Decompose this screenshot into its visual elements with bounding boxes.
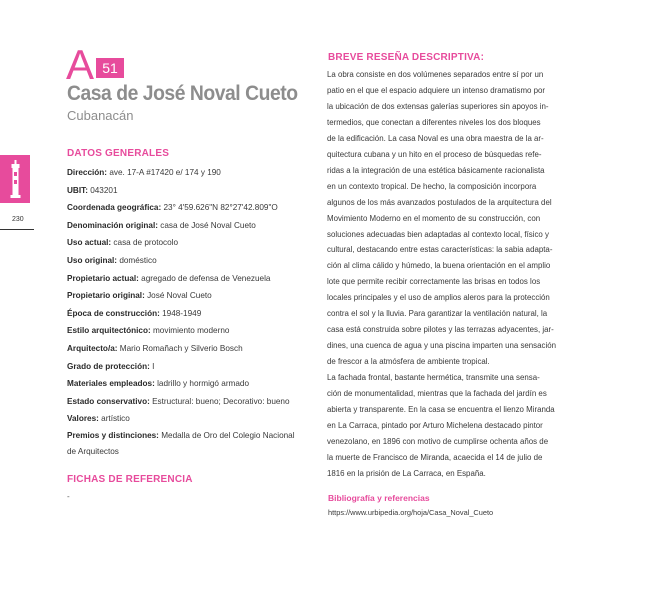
data-row: Estilo arquitectónico: movimiento moderno bbox=[67, 326, 230, 336]
description-line: venezolano, en 1896 con motivo de cumplirse ochenta años de bbox=[327, 436, 549, 446]
general-data-heading: DATOS GENERALES bbox=[67, 148, 170, 159]
reference-cards-heading: FICHAS DE REFERENCIA bbox=[67, 474, 193, 485]
description-line: casa está construida sobre pilotes y las terrazas adyacentes, jar- bbox=[327, 325, 554, 335]
description-line: abierta y transparente. En la casa se encuentra el lienzo Miranda bbox=[327, 405, 555, 415]
data-row: Uso actual: casa de protocolo bbox=[67, 238, 179, 248]
data-row: Valores: artístico bbox=[67, 414, 130, 424]
description-line: quitectura cubana y un hito en el proceso de búsquedas refe- bbox=[327, 149, 542, 159]
data-row: Coordenada geográfica: 23° 4'59.626"N 82°27'42.809"O bbox=[67, 203, 278, 213]
data-row: Grado de protección: I bbox=[67, 361, 155, 371]
description-line: cultural, destacando entre estas características: la sabia adapta- bbox=[327, 245, 553, 255]
side-tab bbox=[0, 155, 30, 203]
description-line: ción de monumentalidad, mientras que la fachada del jardín es bbox=[327, 389, 547, 399]
data-row: Denominación original: casa de José Noval Cueto bbox=[67, 220, 256, 230]
description-line: en La Carraca, pintado por Arturo Michelena destacado pintor bbox=[327, 420, 543, 430]
description-line: 1816 en la prisión de La Carraca, en España. bbox=[327, 468, 486, 478]
page-subtitle: Cubanacán bbox=[67, 108, 134, 123]
description-line: termedios, que conectan a diferentes niveles los dos bloques bbox=[327, 117, 541, 127]
description-body bbox=[327, 67, 571, 482]
description-line: lote que permite recibir correctamente las brisas en todos los bbox=[327, 277, 541, 287]
data-row: Uso original: doméstico bbox=[67, 255, 157, 265]
tower-icon bbox=[10, 160, 21, 198]
bibliography-link[interactable]: https://www.urbipedia.org/hoja/Casa_Noval_Cueto bbox=[328, 508, 494, 517]
data-row: Propietario original: José Noval Cueto bbox=[67, 291, 212, 301]
awards-row: Premios y distinciones: Medalla de Oro del Colegio Nacional de Arquitectos bbox=[67, 430, 295, 456]
description-line: algunos de los más avanzados postulados de la arquitectura del bbox=[327, 197, 552, 207]
data-row: Materiales empleados: ladrillo y hormigó armado bbox=[67, 379, 250, 389]
description-line: La obra consiste en dos volúmenes separados entre sí por un bbox=[327, 70, 544, 79]
data-row: Dirección: ave. 17-A #17420 e/ 174 y 190 bbox=[67, 168, 221, 177]
data-row: Propietario actual: agregado de defensa de Venezuela bbox=[67, 273, 271, 283]
page-number: 230 bbox=[12, 216, 24, 223]
description-line: la muerte de Francisco de Miranda, acaecida el 14 de julio de bbox=[327, 452, 543, 462]
data-row: Estado conservativo: Estructural: bueno; Decorativo: bueno bbox=[67, 396, 290, 406]
data-row: UBIT: 043201 bbox=[67, 185, 118, 195]
description-line: Movimiento Moderno en el momento de su construcción, con bbox=[327, 213, 541, 223]
description-line: ridas a la integración de una estética básicamente racionalista bbox=[327, 165, 545, 175]
description-line: contra el sol y la lluvia. Para garantizar la ventilación natural, la bbox=[327, 309, 548, 319]
reference-cards-value: - bbox=[67, 492, 70, 501]
general-data-list bbox=[67, 164, 307, 460]
bibliography-heading: Bibliografía y referencias bbox=[328, 493, 430, 503]
description-line: ción al clima cálido y húmedo, la buena orientación en el amplio bbox=[327, 261, 551, 271]
description-heading: BREVE RESEÑA DESCRIPTIVA: bbox=[328, 52, 485, 63]
data-row: Época de construcción: 1948-1949 bbox=[67, 308, 202, 318]
description-line: locales principales y el uso de amplios aleros para la protección bbox=[327, 293, 550, 303]
description-line: patio en el que el espacio adquiere un intenso dramatismo por bbox=[327, 85, 546, 95]
description-line: La fachada frontal, bastante hermética, transmite una sensa- bbox=[327, 373, 540, 383]
description-line: de frescor a la atmósfera de ambiente tropical. bbox=[327, 357, 490, 367]
catalog-number-badge: 51 bbox=[96, 58, 124, 78]
description-line: la ubicación de dos extensas galerías superiores sin apoyos in- bbox=[327, 101, 549, 111]
data-row: Arquitecto/a: Mario Romañach y Silverio Bosch bbox=[67, 343, 243, 353]
description-line: en un contexto tropical. De hecho, la composición incorpora bbox=[327, 181, 537, 191]
page-number-rule bbox=[0, 229, 34, 230]
description-line: dines, una cuenca de agua y una piscina imparten una sensación bbox=[327, 341, 556, 351]
page-title: Casa de José Noval Cueto bbox=[67, 82, 298, 105]
description-line: soluciones adecuadas bien adaptadas al contexto local, físico y bbox=[327, 229, 549, 239]
catalog-letter: A bbox=[66, 41, 95, 88]
description-line: de la edificación. La casa Noval es una obra maestra de la ar- bbox=[327, 133, 544, 143]
